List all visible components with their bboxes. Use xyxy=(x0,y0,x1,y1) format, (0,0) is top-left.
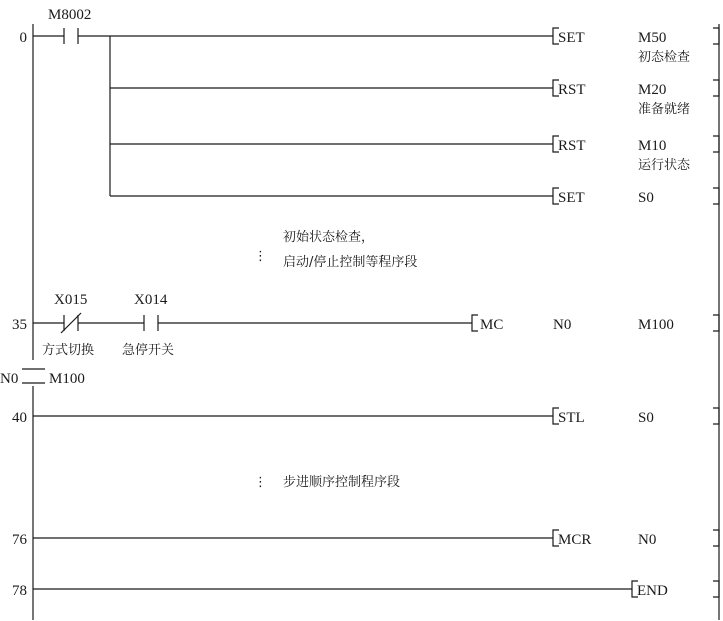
device-comment: 初态检查 xyxy=(638,50,691,65)
note-line: 步进顺序控制程序段 xyxy=(283,475,401,490)
contact-label-x014: X014 xyxy=(134,292,168,308)
instruction-name: RST xyxy=(558,138,586,154)
rung-76 xyxy=(12,530,719,548)
rung-35 xyxy=(12,292,719,358)
instruction-mcr[interactable] xyxy=(553,530,719,548)
instruction-set-s0[interactable] xyxy=(553,188,719,206)
instruction-name: SET xyxy=(558,30,585,46)
instruction-end[interactable] xyxy=(632,581,719,599)
instruction-set-m50[interactable] xyxy=(553,28,719,65)
instruction-rst-m20[interactable] xyxy=(553,80,719,117)
rung-0 xyxy=(20,7,720,206)
step-number: 78 xyxy=(12,583,27,599)
instruction-stl[interactable] xyxy=(553,408,719,426)
operand: M100 xyxy=(638,317,674,333)
instruction-name: MCR xyxy=(558,532,592,548)
mc-nest-contact[interactable] xyxy=(0,369,85,387)
device-comment: 准备就绪 xyxy=(638,102,691,117)
device-label: M100 xyxy=(49,371,85,387)
omitted-section-note-1 xyxy=(254,229,417,270)
no-contact-x014[interactable] xyxy=(144,315,158,331)
contact-label-x015: X015 xyxy=(54,292,88,308)
operand: N0 xyxy=(638,532,657,548)
operand: S0 xyxy=(638,410,654,426)
operand: M50 xyxy=(638,30,667,46)
instruction-name: END xyxy=(637,583,668,599)
step-number: 76 xyxy=(12,532,27,548)
step-number: 0 xyxy=(19,30,27,46)
omitted-section-note-2 xyxy=(254,474,400,490)
rung-40 xyxy=(12,408,719,426)
operand: M20 xyxy=(638,82,667,98)
rung-78 xyxy=(12,581,719,599)
instruction-name: STL xyxy=(558,410,585,426)
contact-comment: 急停开关 xyxy=(122,343,175,358)
operand: S0 xyxy=(638,190,654,206)
no-contact-m8002[interactable] xyxy=(33,28,78,44)
nest-level: N0 xyxy=(553,317,572,333)
nc-contact-x015[interactable] xyxy=(33,313,81,333)
contact-label-m8002: M8002 xyxy=(48,7,92,23)
instruction-mc[interactable] xyxy=(472,315,719,333)
ellipsis-icon: ⋮ xyxy=(254,249,267,264)
step-number: 40 xyxy=(12,410,27,426)
nest-label: N0 xyxy=(0,371,19,387)
operand: M10 xyxy=(638,138,667,154)
note-line: 启动/停止控制等程序段 xyxy=(283,255,418,270)
contact-comment: 方式切换 xyxy=(42,343,95,358)
instruction-name: RST xyxy=(558,82,586,98)
instruction-rst-m10[interactable] xyxy=(553,136,719,173)
step-number: 35 xyxy=(12,317,27,333)
device-comment: 运行状态 xyxy=(638,158,691,173)
note-line: 初始状态检查， xyxy=(283,230,375,245)
ellipsis-icon: ⋮ xyxy=(254,475,267,490)
instruction-name: MC xyxy=(480,317,504,333)
instruction-name: SET xyxy=(558,190,585,206)
